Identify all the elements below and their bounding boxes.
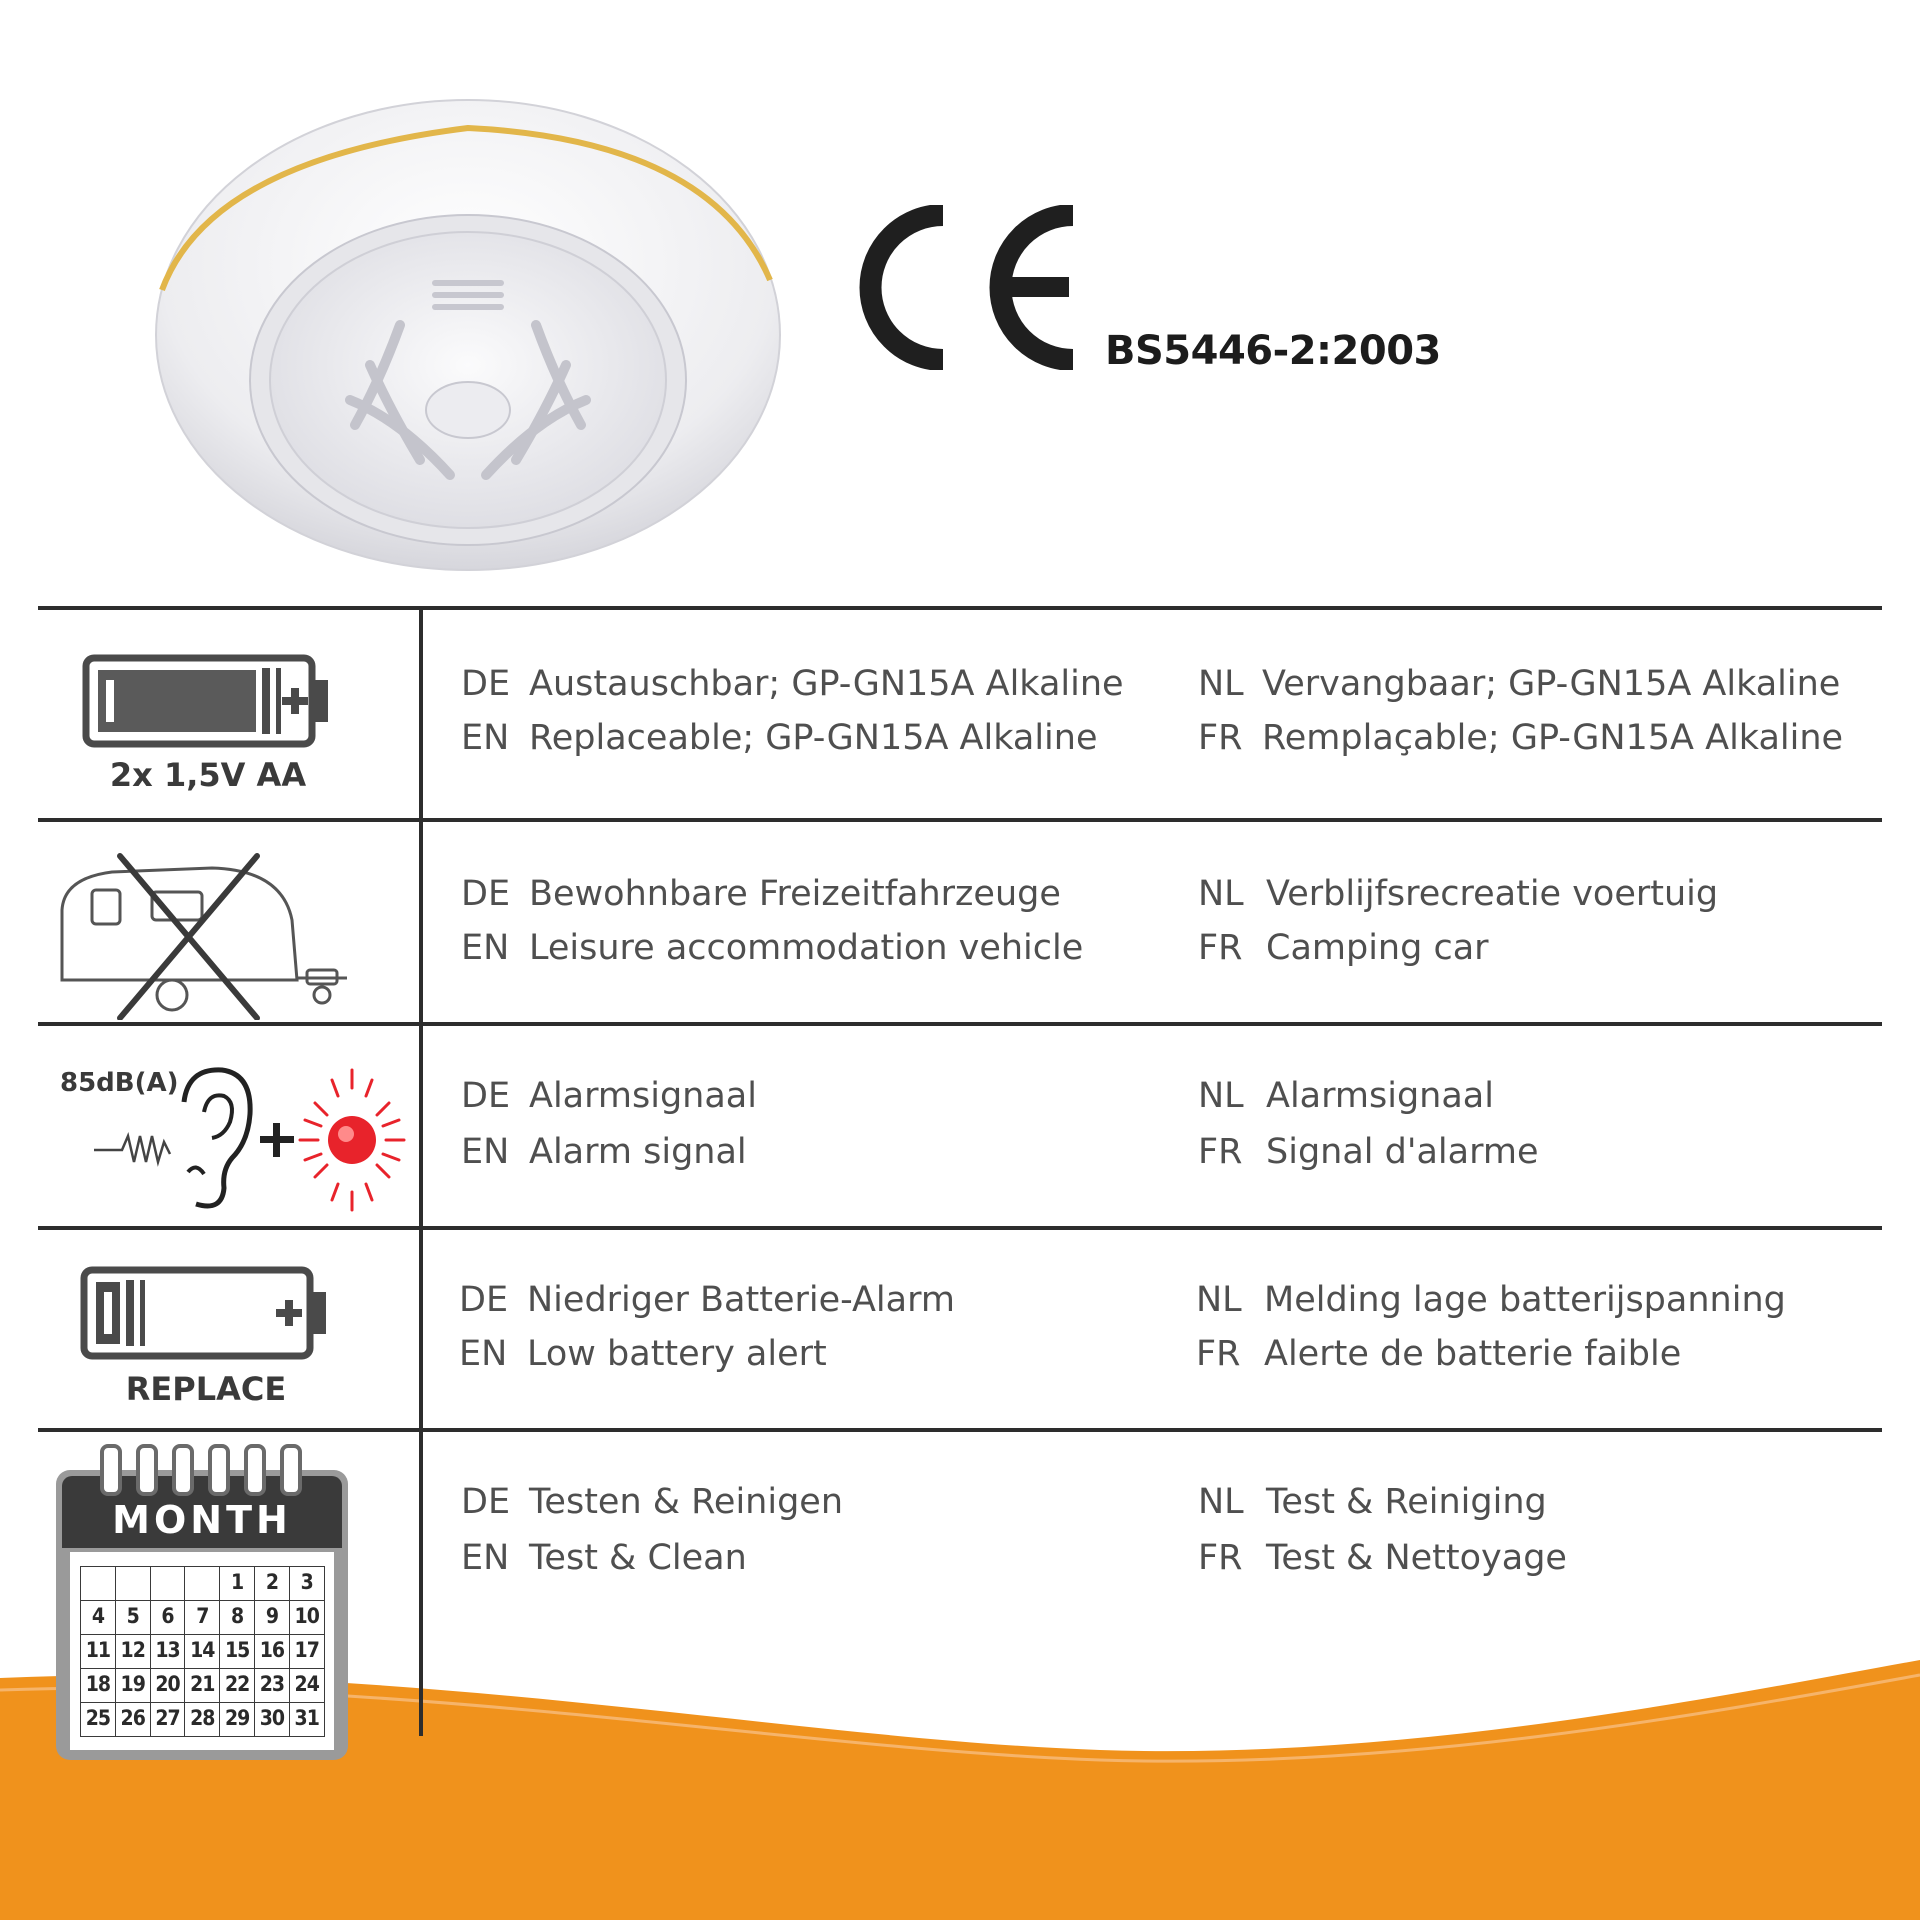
calendar-day: 20 [150,1668,186,1703]
text-en: EN Alarm signal [461,1132,747,1172]
replace-caption: REPLACE [125,1370,287,1408]
battery-full-icon [82,654,334,750]
calendar-day: 14 [184,1634,220,1669]
calendar-day: 27 [150,1702,186,1737]
calendar-day: 26 [115,1702,151,1737]
caravan-crossed-icon [52,850,352,1020]
calendar-ring [244,1444,266,1496]
calendar-day: 7 [184,1600,220,1635]
calendar-day: 15 [219,1634,255,1669]
calendar-day: 25 [80,1702,116,1737]
calendar-day: 31 [289,1702,325,1737]
calendar-day: 11 [80,1634,116,1669]
calendar-ring [208,1444,230,1496]
text-de: DE Niedriger Batterie-Alarm [459,1280,955,1320]
calendar-day: 1 [219,1566,255,1601]
calendar-day: 9 [254,1600,290,1635]
calendar-day: 3 [289,1566,325,1601]
calendar-day: 24 [289,1668,325,1703]
calendar-ring [100,1444,122,1496]
calendar-day: 12 [115,1634,151,1669]
table-row [0,1226,1920,1428]
calendar-day: 19 [115,1668,151,1703]
text-de: DE Bewohnbare Freizeitfahrzeuge [461,874,1061,914]
text-nl: NL Test & Reiniging [1198,1482,1547,1522]
calendar-ring [136,1444,158,1496]
calendar-day: 16 [254,1634,290,1669]
calendar-day: 2 [254,1566,290,1601]
text-en: EN Low battery alert [459,1334,827,1374]
table-row [0,1022,1920,1226]
table-row [0,606,1920,818]
heat-detector-image [150,80,790,580]
calendar-day: 4 [80,1600,116,1635]
text-fr: FR Camping car [1198,928,1489,968]
month-label: MONTH [112,1498,292,1542]
text-fr: FR Remplaçable; GP-GN15A Alkaline [1198,718,1844,758]
table-row [0,818,1920,1022]
calendar-day: 17 [289,1634,325,1669]
calendar-day: 29 [219,1702,255,1737]
text-nl: NL Vervangbaar; GP-GN15A Alkaline [1198,664,1841,704]
decibel-label: 85dB(A) [60,1068,179,1098]
standard-label: BS5446-2:2003 [1105,328,1441,374]
calendar-day: 30 [254,1702,290,1737]
monthly-calendar-icon [56,1440,348,1760]
text-de: DE Testen & Reinigen [461,1482,844,1522]
calendar-day: 6 [150,1600,186,1635]
calendar-day [150,1566,186,1601]
text-en: EN Leisure accommodation vehicle [461,928,1084,968]
text-nl: NL Alarmsignaal [1198,1076,1494,1116]
calendar-day: 5 [115,1600,151,1635]
battery-low-icon [80,1266,332,1362]
alarm-sound-light-icon [92,1062,412,1212]
text-de: DE Austauschbar; GP-GN15A Alkaline [461,664,1124,704]
calendar-day: 13 [150,1634,186,1669]
calendar-day: 8 [219,1600,255,1635]
text-nl: NL Verblijfsrecreatie voertuig [1198,874,1719,914]
calendar-day: 10 [289,1600,325,1635]
text-en: EN Test & Clean [461,1538,747,1578]
calendar-day: 23 [254,1668,290,1703]
ce-mark-icon [855,205,1085,370]
calendar-day [80,1566,116,1601]
text-nl: NL Melding lage batterijspanning [1196,1280,1786,1320]
text-en: EN Replaceable; GP-GN15A Alkaline [461,718,1098,758]
text-fr: FR Signal d'alarme [1198,1132,1539,1172]
calendar-ring [172,1444,194,1496]
text-de: DE Alarmsignaal [461,1076,757,1116]
calendar-day: 21 [184,1668,220,1703]
calendar-day: 28 [184,1702,220,1737]
calendar-day: 22 [219,1668,255,1703]
calendar-day: 18 [80,1668,116,1703]
calendar-day [115,1566,151,1601]
text-fr: FR Alerte de batterie faible [1196,1334,1682,1374]
calendar-ring [280,1444,302,1496]
text-fr: FR Test & Nettoyage [1198,1538,1567,1578]
battery-caption: 2x 1,5V AA [109,756,307,794]
calendar-day [184,1566,220,1601]
